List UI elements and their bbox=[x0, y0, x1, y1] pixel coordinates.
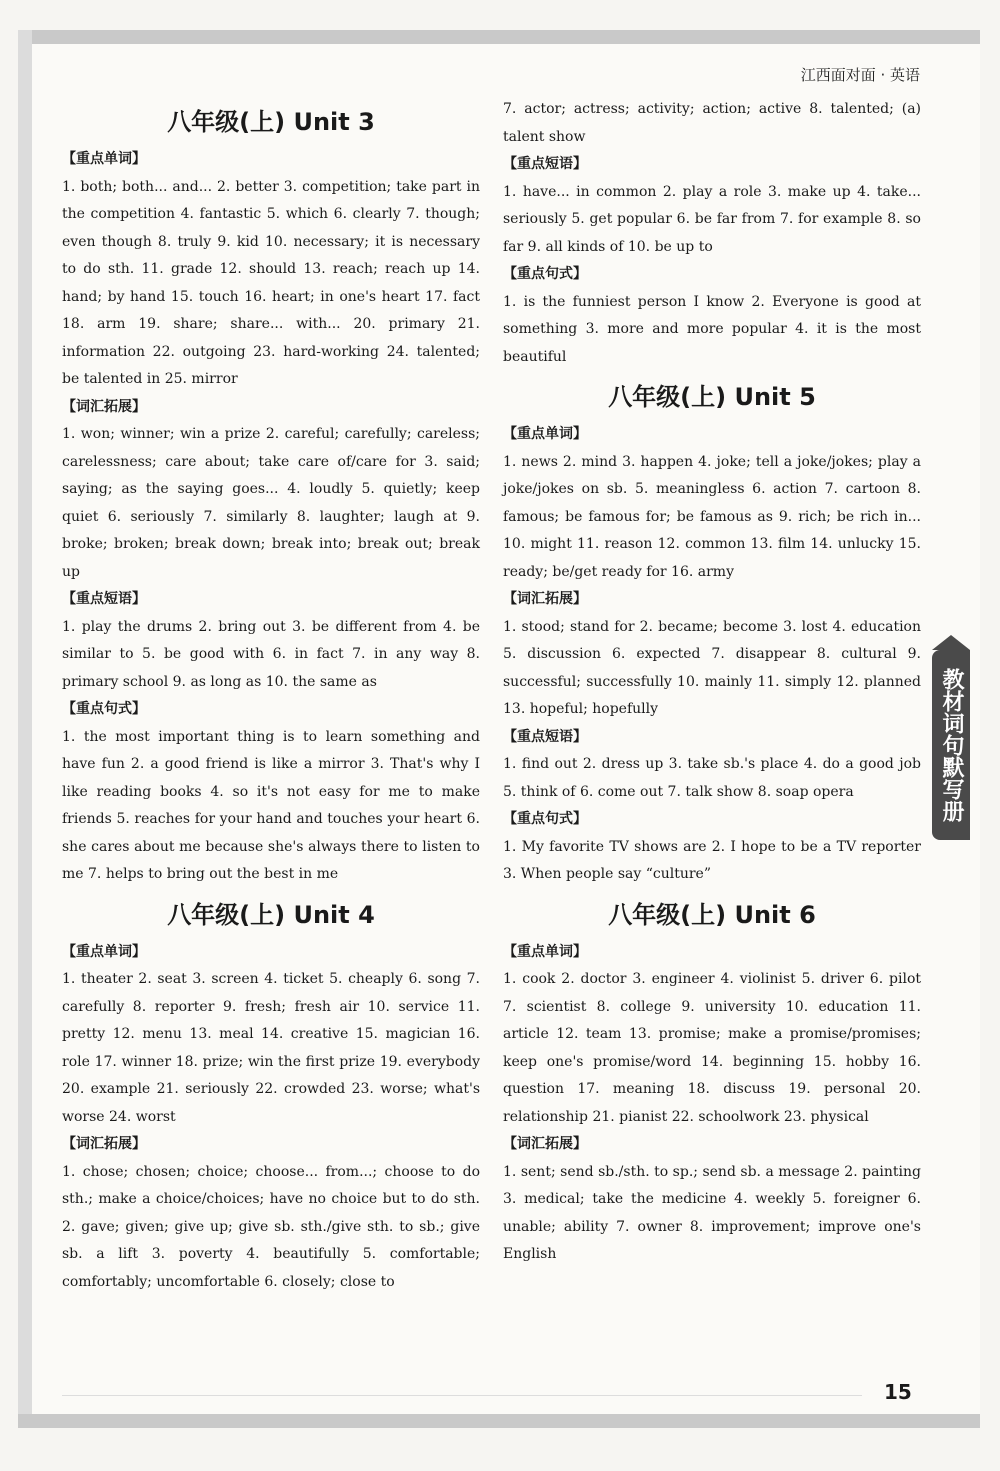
side-tab: 教材词句默写册 bbox=[932, 650, 970, 840]
section-heading: 【重点句式】 bbox=[503, 811, 587, 827]
answer-paragraph: 1. sent; send sb./sth. to sp.; send sb. a message 2. painting 3. medical; take the medicine 4. weekly 5. foreigner 6. unable; ability 7. owner 8. improvement; improve one's English bbox=[503, 1163, 921, 1262]
answer-paragraph: 1. news 2. mind 3. happen 4. joke; tell a joke/jokes; play a joke/jokes on sb. 5. meaningless 6. action 7. cartoon 8. famous; be famous for; be famous as 9. rich; be rich in... 10. might 11. reason 12. common 13. film 14. unlucky 15. ready; be/get ready for 16. army bbox=[503, 453, 921, 580]
section-heading: 【重点单词】 bbox=[62, 151, 146, 167]
answer-paragraph: 1. theater 2. seat 3. screen 4. ticket 5. cheaply 6. song 7. carefully 8. reporter 9. fresh; fresh air 10. service 11. pretty 12. menu 13. meal 14. creative 15. magician 16. role 17. winner 18. prize; win the first prize 19. everybody 20. example 21. seriously 22. crowded 23. worse; what's worse 24. worst bbox=[62, 971, 480, 1125]
section-heading: 【重点短语】 bbox=[503, 728, 587, 745]
running-header: 江西面对面 · 英语 bbox=[800, 66, 920, 84]
unit-title: 八年级(上) Unit 3 bbox=[167, 108, 375, 136]
answer-paragraph: 1. chose; chosen; choice; choose... from...; choose to do sth.; make a choice/choices; have no choice but to do sth. 2. gave; given; give up; give sb. sth./give sth. to sb.; give sb. a lift 3. poverty 4. beautifully 5. comfortable; comfortably; uncomfortable 6. closely; close to bbox=[62, 1163, 480, 1290]
unit-title: 八年级(上) Unit 4 bbox=[167, 900, 375, 929]
answer-paragraph: 1. stood; stand for 2. became; become 3. lost 4. education 5. discussion 6. expected 7. disappear 8. cultural 9. successful; successfully 10. mainly 11. simply 12. planned 13. hopeful; hopefully bbox=[503, 618, 921, 717]
scan-frame-top bbox=[18, 30, 980, 44]
section-heading: 【重点单词】 bbox=[503, 943, 587, 960]
section-heading: 【词汇拓展】 bbox=[503, 591, 587, 607]
page-number: 15 bbox=[884, 1380, 912, 1404]
answer-paragraph: 1. the most important thing is to learn something and have fun 2. a good friend is like a mirror 3. That's why I like reading books 4. so it's not easy for me to make friends 5. reaches for your hand and touches your heart 6. she cares about me because she's always there to listen to me 7. helps to bring out the best in me bbox=[62, 728, 480, 882]
answer-paragraph: 7. actor; actress; activity; action; active 8. talented; (a) talent show bbox=[503, 101, 921, 145]
answer-paragraph: 1. cook 2. doctor 3. engineer 4. violinist 5. driver 6. pilot 7. scientist 8. college 9. university 10. education 11. article 12. team 13. promise; make a promise/promises; keep one's promise/word 14. beginning 15. hobby 16. question 17. meaning 18. discuss 19. personal 20. relationship 21. pianist 22. schoolwork 23. physical bbox=[503, 971, 921, 1125]
answer-paragraph: 1. have... in common 2. play a role 3. make up 4. take... seriously 5. get popular 6. be far from 7. for example 8. so far 9. all kinds of 10. be up to bbox=[503, 183, 921, 255]
section-heading: 【重点句式】 bbox=[503, 266, 587, 282]
right-column bbox=[503, 96, 921, 1269]
answer-paragraph: 1. both; both... and... 2. better 3. competition; take part in the competition 4. fantastic 5. which 6. clearly 7. though; even though 8. truly 9. kid 10. necessary; it is necessary to do sth. 11. grade 12. should 13. reach; reach up 14. hand; by hand 15. touch 16. heart; in one's heart 17. fact 18. arm 19. share; share... with... 20. primary 21. information 22. outgoing 23. hard-working 24. talented; be talented in 25. mirror bbox=[62, 178, 480, 387]
scan-frame-left bbox=[18, 30, 32, 1428]
section-heading: 【重点单词】 bbox=[503, 426, 587, 442]
section-heading: 【重点短语】 bbox=[503, 156, 587, 172]
bottom-rule bbox=[62, 1395, 862, 1396]
scan-frame-bottom bbox=[18, 1414, 980, 1428]
side-tab-arrow bbox=[932, 635, 970, 650]
unit-title: 八年级(上) Unit 5 bbox=[608, 383, 816, 411]
section-heading: 【词汇拓展】 bbox=[62, 398, 146, 415]
answer-paragraph: 1. My favorite TV shows are 2. I hope to be a TV reporter 3. When people say “culture” bbox=[503, 838, 921, 882]
answer-paragraph: 1. play the drums 2. bring out 3. be different from 4. be similar to 5. be good with 6. in fact 7. in any way 8. primary school 9. as long as 10. the same as bbox=[62, 618, 480, 690]
section-heading: 【重点句式】 bbox=[62, 701, 146, 717]
left-column bbox=[62, 96, 480, 1296]
unit-title: 八年级(上) Unit 6 bbox=[608, 900, 816, 929]
section-heading: 【词汇拓展】 bbox=[503, 1136, 587, 1152]
section-heading: 【词汇拓展】 bbox=[62, 1136, 146, 1152]
answer-paragraph: 1. won; winner; win a prize 2. careful; carefully; careless; carelessness; care about; take care of/care for 3. said; saying; as the saying goes... 4. loudly 5. quietly; keep quiet 6. seriously 7. similarly 8. laughter; laugh at 9. broke; broken; break down; break into; break out; break up bbox=[62, 426, 480, 580]
section-heading: 【重点单词】 bbox=[62, 943, 146, 960]
answer-paragraph: 1. find out 2. dress up 3. take sb.'s place 4. do a good job 5. think of 6. come out 7. talk show 8. soap opera bbox=[503, 756, 921, 800]
section-heading: 【重点短语】 bbox=[62, 591, 146, 607]
answer-paragraph: 1. is the funniest person I know 2. Everyone is good at something 3. more and more popular 4. it is the most beautiful bbox=[503, 293, 921, 365]
